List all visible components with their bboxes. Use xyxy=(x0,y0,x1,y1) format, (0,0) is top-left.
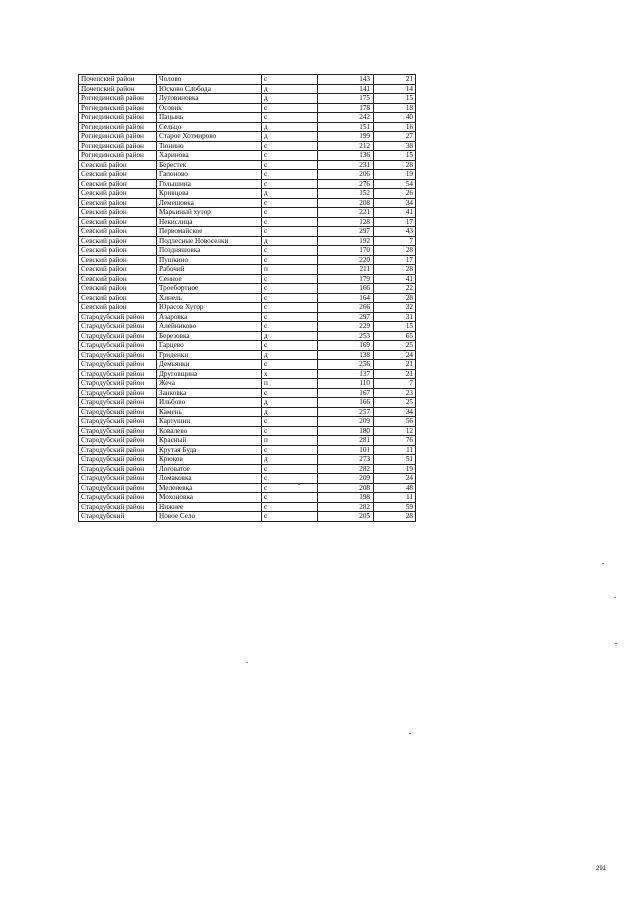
cell-place: Сельцо xyxy=(157,122,262,132)
cell-n1: 209 xyxy=(318,417,374,427)
cell-district: Севский район xyxy=(79,265,157,275)
cell-district: Стародубский район xyxy=(79,379,157,389)
cell-type: х xyxy=(262,369,318,379)
table-row xyxy=(79,331,416,341)
cell-n1: 253 xyxy=(318,331,374,341)
cell-n2: 25 xyxy=(374,341,416,351)
cell-district: Рогнединский район xyxy=(79,122,157,132)
table-row xyxy=(79,189,416,199)
table-row xyxy=(79,141,416,151)
cell-n2: 17 xyxy=(374,217,416,227)
cell-type: д xyxy=(262,132,318,142)
cell-type: д xyxy=(262,331,318,341)
table-row xyxy=(79,436,416,446)
cell-place: Камень xyxy=(157,407,262,417)
cell-n2: 59 xyxy=(374,502,416,512)
table-row xyxy=(79,265,416,275)
cell-n2: 24 xyxy=(374,474,416,484)
cell-n1: 205 xyxy=(318,512,374,522)
table-row xyxy=(79,284,416,294)
cell-type: д xyxy=(262,94,318,104)
cell-n2: 41 xyxy=(374,274,416,284)
cell-district: Стародубский район xyxy=(79,407,157,417)
cell-place: Сенное xyxy=(157,274,262,284)
cell-n1: 209 xyxy=(318,474,374,484)
cell-district: Почепский район xyxy=(79,75,157,85)
cell-type: с xyxy=(262,293,318,303)
cell-n2: 7 xyxy=(374,379,416,389)
cell-n1: 229 xyxy=(318,322,374,332)
cell-n1: 198 xyxy=(318,493,374,503)
cell-type: с xyxy=(262,341,318,351)
cell-district: Севский район xyxy=(79,189,157,199)
cell-n2: 18 xyxy=(374,103,416,113)
cell-type: д xyxy=(262,407,318,417)
cell-place: Друговщина xyxy=(157,369,262,379)
table-row xyxy=(79,455,416,465)
cell-type: с xyxy=(262,502,318,512)
cell-n2: 48 xyxy=(374,483,416,493)
cell-type: п xyxy=(262,265,318,275)
cell-place: Пацынь xyxy=(157,113,262,123)
table-row xyxy=(79,217,416,227)
cell-n2: 25 xyxy=(374,398,416,408)
cell-district: Стародубский район xyxy=(79,341,157,351)
table-row xyxy=(79,464,416,474)
cell-district: Севский район xyxy=(79,303,157,313)
cell-n1: 101 xyxy=(318,445,374,455)
cell-district: Севский район xyxy=(79,198,157,208)
cell-place: Жеча xyxy=(157,379,262,389)
cell-n1: 167 xyxy=(318,388,374,398)
cell-place: Нижнее xyxy=(157,502,262,512)
cell-n2: 76 xyxy=(374,436,416,446)
cell-district: Севский район xyxy=(79,208,157,218)
table-row xyxy=(79,236,416,246)
cell-n2: 28 xyxy=(374,160,416,170)
page-number: 291 xyxy=(596,866,607,872)
cell-n2: 31 xyxy=(374,312,416,322)
cell-type: д xyxy=(262,350,318,360)
cell-place: Березовка xyxy=(157,331,262,341)
cell-district: Почепский район xyxy=(79,84,157,94)
cell-type: с xyxy=(262,160,318,170)
cell-district: Севский район xyxy=(79,255,157,265)
cell-district: Стародубский район xyxy=(79,483,157,493)
table-row xyxy=(79,341,416,351)
settlements-table xyxy=(78,74,416,522)
cell-n2: 28 xyxy=(374,246,416,256)
cell-place: Тюнино xyxy=(157,141,262,151)
cell-type: с xyxy=(262,274,318,284)
scan-speck xyxy=(298,484,300,485)
cell-district: Стародубский район xyxy=(79,398,157,408)
cell-type: с xyxy=(262,170,318,180)
table-row xyxy=(79,198,416,208)
cell-type: с xyxy=(262,208,318,218)
cell-district: Стародубский район xyxy=(79,388,157,398)
cell-district: Севский район xyxy=(79,236,157,246)
cell-n1: 206 xyxy=(318,170,374,180)
table-row xyxy=(79,360,416,370)
cell-place: Хинель xyxy=(157,293,262,303)
cell-n2: 14 xyxy=(374,84,416,94)
cell-district: Стародубский район xyxy=(79,493,157,503)
cell-n1: 151 xyxy=(318,122,374,132)
table-row xyxy=(79,502,416,512)
cell-n1: 128 xyxy=(318,217,374,227)
cell-n1: 192 xyxy=(318,236,374,246)
cell-n1: 211 xyxy=(318,265,374,275)
cell-place: Рабочий xyxy=(157,265,262,275)
table-row xyxy=(79,75,416,85)
cell-place: Гапоново xyxy=(157,170,262,180)
table-row xyxy=(79,483,416,493)
table-row xyxy=(79,132,416,142)
cell-n2: 15 xyxy=(374,151,416,161)
cell-type: с xyxy=(262,198,318,208)
cell-n1: 141 xyxy=(318,84,374,94)
table-row xyxy=(79,369,416,379)
table-row xyxy=(79,445,416,455)
cell-place: Берестек xyxy=(157,160,262,170)
cell-n1: 256 xyxy=(318,360,374,370)
cell-place: Алейниково xyxy=(157,322,262,332)
cell-n1: 143 xyxy=(318,75,374,85)
cell-district: Севский район xyxy=(79,170,157,180)
cell-place: Голышина xyxy=(157,179,262,189)
cell-n2: 22 xyxy=(374,284,416,294)
cell-district: Стародубский район xyxy=(79,331,157,341)
cell-type: с xyxy=(262,493,318,503)
cell-district: Стародубский район xyxy=(79,322,157,332)
cell-n2: 19 xyxy=(374,170,416,180)
cell-type: с xyxy=(262,255,318,265)
cell-district: Стародубский район xyxy=(79,417,157,427)
cell-n1: 136 xyxy=(318,151,374,161)
cell-n2: 23 xyxy=(374,388,416,398)
cell-district: Севский район xyxy=(79,246,157,256)
cell-n2: 12 xyxy=(374,426,416,436)
cell-place: Лутовиновка xyxy=(157,94,262,104)
cell-place: Пушкино xyxy=(157,255,262,265)
cell-n2: 16 xyxy=(374,122,416,132)
cell-district: Стародубский район xyxy=(79,455,157,465)
scan-speck xyxy=(246,662,248,663)
cell-n2: 7 xyxy=(374,236,416,246)
cell-n1: 282 xyxy=(318,502,374,512)
cell-n1: 166 xyxy=(318,284,374,294)
cell-n1: 281 xyxy=(318,436,374,446)
cell-n1: 137 xyxy=(318,369,374,379)
table-row xyxy=(79,293,416,303)
table-row xyxy=(79,350,416,360)
table-row xyxy=(79,322,416,332)
cell-place: Поздняшовка xyxy=(157,246,262,256)
cell-type: с xyxy=(262,512,318,522)
table-row xyxy=(79,274,416,284)
table-row xyxy=(79,151,416,161)
cell-place: Картушин xyxy=(157,417,262,427)
table-row xyxy=(79,94,416,104)
scan-speck xyxy=(409,733,411,734)
cell-district: Севский район xyxy=(79,179,157,189)
table-row xyxy=(79,474,416,484)
cell-n2: 17 xyxy=(374,255,416,265)
cell-n1: 231 xyxy=(318,160,374,170)
cell-type: с xyxy=(262,227,318,237)
cell-place: Харинова xyxy=(157,151,262,161)
cell-n2: 51 xyxy=(374,455,416,465)
cell-place: Гриденки xyxy=(157,350,262,360)
cell-n1: 180 xyxy=(318,426,374,436)
cell-type: п xyxy=(262,379,318,389)
cell-n1: 169 xyxy=(318,341,374,351)
cell-district: Стародубский район xyxy=(79,436,157,446)
table-row xyxy=(79,312,416,322)
cell-n1: 110 xyxy=(318,379,374,389)
cell-n2: 43 xyxy=(374,227,416,237)
cell-n1: 266 xyxy=(318,303,374,313)
cell-type: д xyxy=(262,122,318,132)
cell-district: Стародубский район xyxy=(79,464,157,474)
cell-n1: 166 xyxy=(318,398,374,408)
cell-n2: 28 xyxy=(374,512,416,522)
cell-n1: 282 xyxy=(318,464,374,474)
cell-place: Меленевка xyxy=(157,483,262,493)
cell-n1: 164 xyxy=(318,293,374,303)
cell-place: Мохоновка xyxy=(157,493,262,503)
cell-district: Рогнединский район xyxy=(79,103,157,113)
table-row xyxy=(79,398,416,408)
table-row xyxy=(79,426,416,436)
cell-n2: 15 xyxy=(374,322,416,332)
cell-place: Ковалево xyxy=(157,426,262,436)
cell-district: Рогнединский район xyxy=(79,151,157,161)
cell-n1: 208 xyxy=(318,483,374,493)
cell-type: с xyxy=(262,179,318,189)
cell-n2: 40 xyxy=(374,113,416,123)
table-row xyxy=(79,208,416,218)
cell-n1: 199 xyxy=(318,132,374,142)
cell-n2: 54 xyxy=(374,179,416,189)
cell-n2: 11 xyxy=(374,445,416,455)
table-row xyxy=(79,512,416,522)
scan-speck xyxy=(614,597,616,598)
cell-type: с xyxy=(262,103,318,113)
table-row xyxy=(79,227,416,237)
table-row xyxy=(79,179,416,189)
cell-place: Крутая Буда xyxy=(157,445,262,455)
cell-n1: 273 xyxy=(318,455,374,465)
cell-n1: 212 xyxy=(318,141,374,151)
cell-type: с xyxy=(262,417,318,427)
cell-n1: 276 xyxy=(318,179,374,189)
cell-place: Ломаковка xyxy=(157,474,262,484)
cell-n1: 152 xyxy=(318,189,374,199)
cell-district: Севский район xyxy=(79,284,157,294)
table-row xyxy=(79,84,416,94)
cell-district: Стародубский район xyxy=(79,369,157,379)
table-row xyxy=(79,160,416,170)
cell-n2: 26 xyxy=(374,189,416,199)
cell-place: Новое Село xyxy=(157,512,262,522)
cell-n2: 65 xyxy=(374,331,416,341)
scan-speck xyxy=(602,563,604,564)
cell-type: д xyxy=(262,455,318,465)
cell-place: Первомайское xyxy=(157,227,262,237)
cell-type: с xyxy=(262,151,318,161)
cell-type: с xyxy=(262,426,318,436)
table-row xyxy=(79,388,416,398)
cell-place: Марьиный хутор xyxy=(157,208,262,218)
cell-n2: 27 xyxy=(374,132,416,142)
cell-place: Азаровка xyxy=(157,312,262,322)
cell-n2: 28 xyxy=(374,293,416,303)
cell-n1: 297 xyxy=(318,227,374,237)
cell-type: с xyxy=(262,284,318,294)
cell-place: Троебортное xyxy=(157,284,262,294)
cell-place: Осовик xyxy=(157,103,262,113)
cell-n1: 175 xyxy=(318,94,374,104)
cell-n2: 56 xyxy=(374,417,416,427)
scan-speck xyxy=(615,643,617,644)
table-row xyxy=(79,303,416,313)
cell-place: Некислица xyxy=(157,217,262,227)
cell-n1: 179 xyxy=(318,274,374,284)
cell-n1: 220 xyxy=(318,255,374,265)
cell-n2: 34 xyxy=(374,407,416,417)
cell-place: Крюков xyxy=(157,455,262,465)
cell-district: Рогнединский район xyxy=(79,132,157,142)
cell-n2: 21 xyxy=(374,360,416,370)
cell-district: Севский район xyxy=(79,293,157,303)
cell-district: Стародубский район xyxy=(79,474,157,484)
cell-n2: 19 xyxy=(374,464,416,474)
cell-place: Юрасов Хутор xyxy=(157,303,262,313)
cell-type: с xyxy=(262,388,318,398)
cell-place: Подлесные Новоселки xyxy=(157,236,262,246)
cell-place: Кривцова xyxy=(157,189,262,199)
cell-type: д xyxy=(262,398,318,408)
cell-place: Красный xyxy=(157,436,262,446)
cell-type: с xyxy=(262,474,318,484)
cell-n2: 24 xyxy=(374,350,416,360)
cell-district: Стародубский xyxy=(79,512,157,522)
table-row xyxy=(79,246,416,256)
cell-type: с xyxy=(262,312,318,322)
cell-n1: 297 xyxy=(318,312,374,322)
cell-place: Юсково Слобода xyxy=(157,84,262,94)
table-row xyxy=(79,493,416,503)
cell-n2: 41 xyxy=(374,208,416,218)
cell-district: Рогнединский район xyxy=(79,113,157,123)
table-row xyxy=(79,170,416,180)
cell-type: с xyxy=(262,303,318,313)
cell-n2: 11 xyxy=(374,493,416,503)
cell-n1: 242 xyxy=(318,113,374,123)
cell-place: Занковка xyxy=(157,388,262,398)
table-row xyxy=(79,122,416,132)
cell-type: с xyxy=(262,246,318,256)
cell-type: с xyxy=(262,141,318,151)
cell-n1: 257 xyxy=(318,407,374,417)
cell-type: с xyxy=(262,464,318,474)
cell-n2: 34 xyxy=(374,198,416,208)
table-row xyxy=(79,113,416,123)
cell-n1: 178 xyxy=(318,103,374,113)
cell-n2: 32 xyxy=(374,303,416,313)
cell-district: Севский район xyxy=(79,160,157,170)
cell-district: Севский район xyxy=(79,217,157,227)
settlements-table-body xyxy=(79,75,416,522)
table-row xyxy=(79,255,416,265)
cell-type: д xyxy=(262,84,318,94)
cell-place: Демьянки xyxy=(157,360,262,370)
cell-type: с xyxy=(262,217,318,227)
cell-n2: 28 xyxy=(374,265,416,275)
cell-district: Стародубский район xyxy=(79,426,157,436)
cell-n1: 138 xyxy=(318,350,374,360)
cell-type: с xyxy=(262,445,318,455)
cell-n1: 208 xyxy=(318,198,374,208)
cell-n1: 170 xyxy=(318,246,374,256)
cell-type: с xyxy=(262,360,318,370)
cell-district: Севский район xyxy=(79,274,157,284)
cell-n2: 38 xyxy=(374,141,416,151)
cell-district: Стародубский район xyxy=(79,445,157,455)
cell-type: с xyxy=(262,483,318,493)
cell-district: Севский район xyxy=(79,227,157,237)
cell-n2: 15 xyxy=(374,94,416,104)
cell-n1: 221 xyxy=(318,208,374,218)
cell-district: Рогнединский район xyxy=(79,141,157,151)
cell-district: Рогнединский район xyxy=(79,94,157,104)
cell-n2: 21 xyxy=(374,369,416,379)
cell-type: с xyxy=(262,113,318,123)
cell-type: п xyxy=(262,436,318,446)
table-row xyxy=(79,417,416,427)
cell-place: Ильбово xyxy=(157,398,262,408)
cell-type: с xyxy=(262,322,318,332)
cell-district: Стародубский район xyxy=(79,312,157,322)
cell-place: Логоватое xyxy=(157,464,262,474)
cell-district: Стародубский район xyxy=(79,502,157,512)
table-row xyxy=(79,103,416,113)
table-row xyxy=(79,407,416,417)
cell-n2: 21 xyxy=(374,75,416,85)
table-row xyxy=(79,379,416,389)
cell-type: д xyxy=(262,236,318,246)
cell-place: Гарцево xyxy=(157,341,262,351)
cell-place: Старое Хотмирово xyxy=(157,132,262,142)
cell-district: Стародубский район xyxy=(79,350,157,360)
cell-place: Чолово xyxy=(157,75,262,85)
cell-place: Лемешовка xyxy=(157,198,262,208)
cell-type: с xyxy=(262,75,318,85)
cell-type: д xyxy=(262,189,318,199)
cell-district: Стародубский район xyxy=(79,360,157,370)
